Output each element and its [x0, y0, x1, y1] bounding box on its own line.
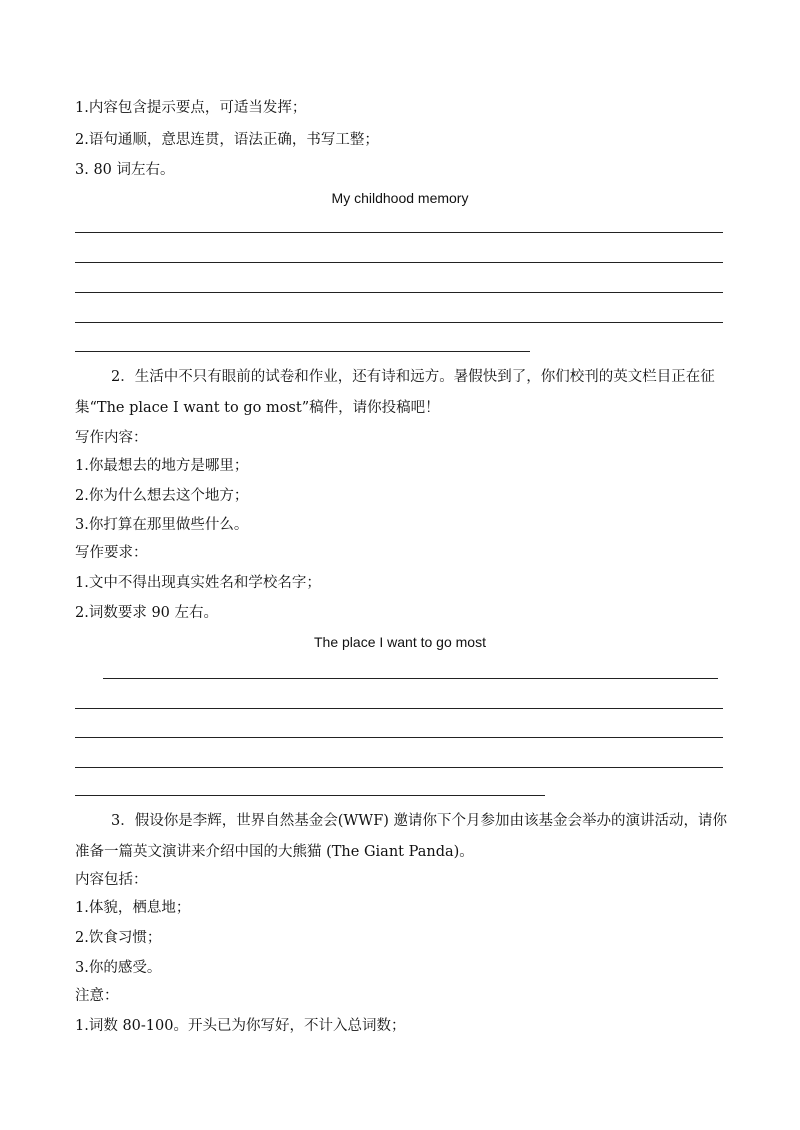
writing-line[interactable]	[75, 737, 723, 738]
essay-title: My childhood memory	[331, 190, 469, 206]
writing-line[interactable]	[75, 708, 723, 709]
writing-line[interactable]	[75, 262, 723, 263]
note-item: 1.词数 80-100。开头已为你写好，不计入总词数；	[75, 1018, 406, 1034]
writing-line[interactable]	[75, 292, 723, 293]
writing-line[interactable]	[75, 232, 723, 233]
content-item: 2.你为什么想去这个地方；	[75, 488, 249, 504]
requirement-item: 3. 80 词左右。	[75, 162, 175, 178]
writing-line[interactable]	[75, 322, 723, 323]
content-item: 1.你最想去的地方是哪里；	[75, 458, 249, 474]
requirement-item: 2.词数要求 90 左右。	[75, 605, 219, 621]
section-heading: 内容包括：	[75, 872, 148, 888]
writing-line[interactable]	[75, 767, 723, 768]
requirement-item: 1.内容包含提示要点，可适当发挥；	[75, 100, 307, 116]
content-item: 3.你打算在那里做些什么。	[75, 517, 249, 533]
writing-line[interactable]	[75, 351, 530, 352]
question-prompt: 2．生活中不只有眼前的试卷和作业，还有诗和远方。暑假快到了，你们校刊的英文栏目正在征集“The place I want to go most”稿件，请你投稿吧！	[75, 369, 715, 416]
writing-line[interactable]	[75, 795, 545, 796]
content-item: 3.你的感受。	[75, 960, 162, 976]
writing-line[interactable]	[103, 678, 718, 679]
section-heading: 写作内容：	[75, 430, 148, 446]
requirement-item: 1.文中不得出现真实姓名和学校名字；	[75, 575, 321, 591]
content-item: 1.体貌，栖息地；	[75, 900, 191, 916]
section-heading: 注意：	[75, 988, 119, 1004]
content-item: 2.饮食习惯；	[75, 930, 162, 946]
question-prompt: 3．假设你是李辉，世界自然基金会(WWF) 邀请你下个月参加由该基金会举办的演讲活动，请你准备一篇英文演讲来介绍中国的大熊猫 (The Giant Panda)。	[75, 813, 728, 860]
section-heading: 写作要求：	[75, 545, 148, 561]
requirement-item: 2.语句通顺，意思连贯，语法正确，书写工整；	[75, 132, 379, 148]
essay-title: The place I want to go most	[314, 634, 486, 650]
